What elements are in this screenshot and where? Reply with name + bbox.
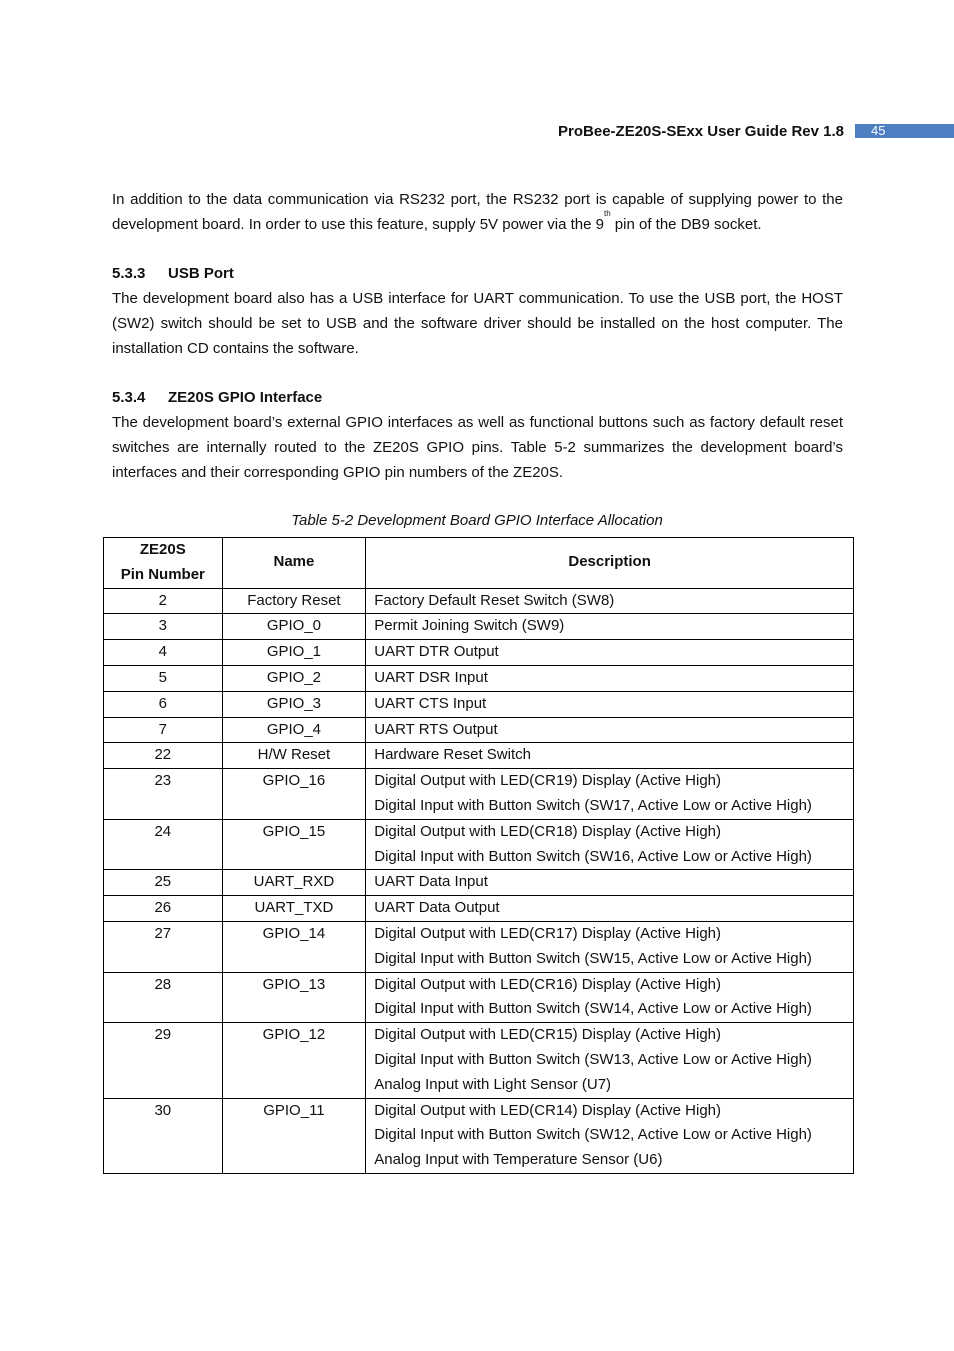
cell-name: GPIO_3 bbox=[222, 691, 366, 717]
table-row bbox=[104, 1098, 854, 1173]
description-line: Digital Output with LED(CR17) Display (Active High) bbox=[374, 924, 722, 942]
description-line: Analog Input with Temperature Sensor (U6) bbox=[374, 1151, 663, 1169]
section-heading-533 bbox=[112, 262, 843, 287]
cell-description bbox=[366, 769, 854, 820]
cell-pin-number: 22 bbox=[104, 743, 223, 769]
description-line: Digital Input with Button Switch (SW16, Active Low or Active High) bbox=[374, 847, 812, 865]
cell-description bbox=[366, 743, 854, 769]
table-row bbox=[104, 691, 854, 717]
intro-text-after: pin of the DB9 socket. bbox=[610, 215, 762, 233]
description-line: Hardware Reset Switch bbox=[374, 746, 531, 764]
description-line: Digital Output with LED(CR19) Display (Active High) bbox=[374, 772, 722, 790]
cell-pin-number: 4 bbox=[104, 640, 223, 666]
cell-name: GPIO_1 bbox=[222, 640, 366, 666]
cell-pin-number: 5 bbox=[104, 665, 223, 691]
cell-pin-number: 30 bbox=[104, 1098, 223, 1173]
cell-description bbox=[366, 614, 854, 640]
cell-pin-number: 23 bbox=[104, 769, 223, 820]
description-line: Digital Input with Button Switch (SW12, Active Low or Active High) bbox=[374, 1126, 812, 1144]
cell-pin-number: 29 bbox=[104, 1023, 223, 1098]
table-body bbox=[104, 588, 854, 1173]
table-row bbox=[104, 1023, 854, 1098]
description-line: Digital Output with LED(CR18) Display (Active High) bbox=[374, 822, 722, 840]
gpio-interface-paragraph: The development board’s external GPIO interfaces as well as functional buttons such as factory default reset switches are internally routed to the ZE20S GPIO pins. Table 5-2 summarizes the development board’s interfaces and their corresponding GPIO pin numbers of the ZE20S. bbox=[112, 414, 843, 481]
description-line: UART DSR Input bbox=[374, 668, 488, 686]
cell-pin-number: 2 bbox=[104, 588, 223, 614]
header-pin-line1: ZE20S bbox=[139, 541, 186, 558]
cell-name: GPIO_12 bbox=[222, 1023, 366, 1098]
section-title: ZE20S GPIO Interface bbox=[168, 389, 323, 407]
cell-name: GPIO_14 bbox=[222, 921, 366, 972]
cell-description bbox=[366, 819, 854, 870]
cell-name: UART_RXD bbox=[222, 870, 366, 896]
description-line: UART Data Output bbox=[374, 899, 500, 917]
description-line: UART RTS Output bbox=[374, 720, 498, 738]
description-line: Permit Joining Switch (SW9) bbox=[374, 617, 565, 635]
cell-pin-number: 27 bbox=[104, 921, 223, 972]
table-row bbox=[104, 972, 854, 1023]
cell-description bbox=[366, 1023, 854, 1098]
table-row bbox=[104, 896, 854, 922]
table-row bbox=[104, 614, 854, 640]
header-description: Description bbox=[366, 538, 854, 589]
section-number: 5.3.4 bbox=[112, 389, 146, 407]
cell-description bbox=[366, 691, 854, 717]
table-row bbox=[104, 870, 854, 896]
cell-description bbox=[366, 972, 854, 1023]
ordinal-superscript: th bbox=[603, 208, 611, 218]
header-name: Name bbox=[222, 538, 366, 589]
table-row bbox=[104, 819, 854, 870]
spacer bbox=[112, 238, 843, 263]
description-line: Digital Input with Button Switch (SW13, Active Low or Active High) bbox=[374, 1050, 812, 1068]
intro-paragraph bbox=[112, 188, 843, 238]
cell-description bbox=[366, 665, 854, 691]
cell-pin-number: 24 bbox=[104, 819, 223, 870]
intro-text-before: In addition to the data communication via RS232 port, the RS232 port is capable of supplying power to the development board. In order to use this feature, supply 5V power via the 9 bbox=[112, 191, 843, 233]
description-line: Analog Input with Light Sensor (U7) bbox=[374, 1075, 612, 1093]
cell-pin-number: 28 bbox=[104, 972, 223, 1023]
cell-description bbox=[366, 640, 854, 666]
table-header-row bbox=[104, 538, 854, 589]
description-line: Digital Input with Button Switch (SW14, Active Low or Active High) bbox=[374, 1000, 812, 1018]
cell-description bbox=[366, 717, 854, 743]
table-row bbox=[104, 588, 854, 614]
cell-pin-number: 25 bbox=[104, 870, 223, 896]
cell-name: Factory Reset bbox=[222, 588, 366, 614]
page-header bbox=[0, 121, 954, 141]
cell-name: GPIO_13 bbox=[222, 972, 366, 1023]
cell-description bbox=[366, 870, 854, 896]
section-heading-534 bbox=[112, 386, 843, 411]
cell-pin-number: 26 bbox=[104, 896, 223, 922]
page-number-badge: 45 bbox=[855, 124, 954, 138]
cell-description bbox=[366, 588, 854, 614]
cell-name: GPIO_4 bbox=[222, 717, 366, 743]
description-line: Digital Input with Button Switch (SW15, Active Low or Active High) bbox=[374, 949, 812, 967]
cell-description bbox=[366, 1098, 854, 1173]
cell-name: GPIO_2 bbox=[222, 665, 366, 691]
usb-port-paragraph: The development board also has a USB interface for UART communication. To use the USB port, the HOST (SW2) switch should be set to USB and the software driver should be installed on the host computer. The installation CD contains the software. bbox=[112, 290, 843, 357]
table-row bbox=[104, 640, 854, 666]
table-row bbox=[104, 743, 854, 769]
cell-name: GPIO_16 bbox=[222, 769, 366, 820]
cell-name: H/W Reset bbox=[222, 743, 366, 769]
description-line: Digital Output with LED(CR14) Display (Active High) bbox=[374, 1101, 722, 1119]
cell-name: GPIO_0 bbox=[222, 614, 366, 640]
description-line: Factory Default Reset Switch (SW8) bbox=[374, 591, 615, 609]
table-row bbox=[104, 717, 854, 743]
cell-name: GPIO_11 bbox=[222, 1098, 366, 1173]
cell-description bbox=[366, 921, 854, 972]
section-number: 5.3.3 bbox=[112, 265, 146, 283]
description-line: Digital Output with LED(CR16) Display (Active High) bbox=[374, 975, 722, 993]
gpio-allocation-table bbox=[103, 537, 854, 1174]
table-row bbox=[104, 921, 854, 972]
header-pin-line2: Pin Number bbox=[120, 565, 205, 583]
description-line: UART DTR Output bbox=[374, 643, 499, 661]
header-pin-number bbox=[104, 538, 223, 589]
description-line: UART Data Input bbox=[374, 873, 488, 891]
section-title: USB Port bbox=[168, 265, 234, 283]
cell-pin-number: 6 bbox=[104, 691, 223, 717]
cell-name: UART_TXD bbox=[222, 896, 366, 922]
description-line: UART CTS Input bbox=[374, 694, 487, 712]
table-row bbox=[104, 665, 854, 691]
page-body bbox=[112, 188, 843, 486]
spacer bbox=[112, 362, 843, 387]
description-line: Digital Input with Button Switch (SW17, Active Low or Active High) bbox=[374, 796, 812, 814]
document-title: ProBee-ZE20S-SExx User Guide Rev 1.8 bbox=[558, 123, 844, 140]
table-caption: Table 5-2 Development Board GPIO Interface Allocation bbox=[291, 512, 663, 529]
cell-name: GPIO_15 bbox=[222, 819, 366, 870]
cell-description bbox=[366, 896, 854, 922]
cell-pin-number: 7 bbox=[104, 717, 223, 743]
cell-pin-number: 3 bbox=[104, 614, 223, 640]
table-row bbox=[104, 769, 854, 820]
description-line: Digital Output with LED(CR15) Display (Active High) bbox=[374, 1026, 722, 1044]
